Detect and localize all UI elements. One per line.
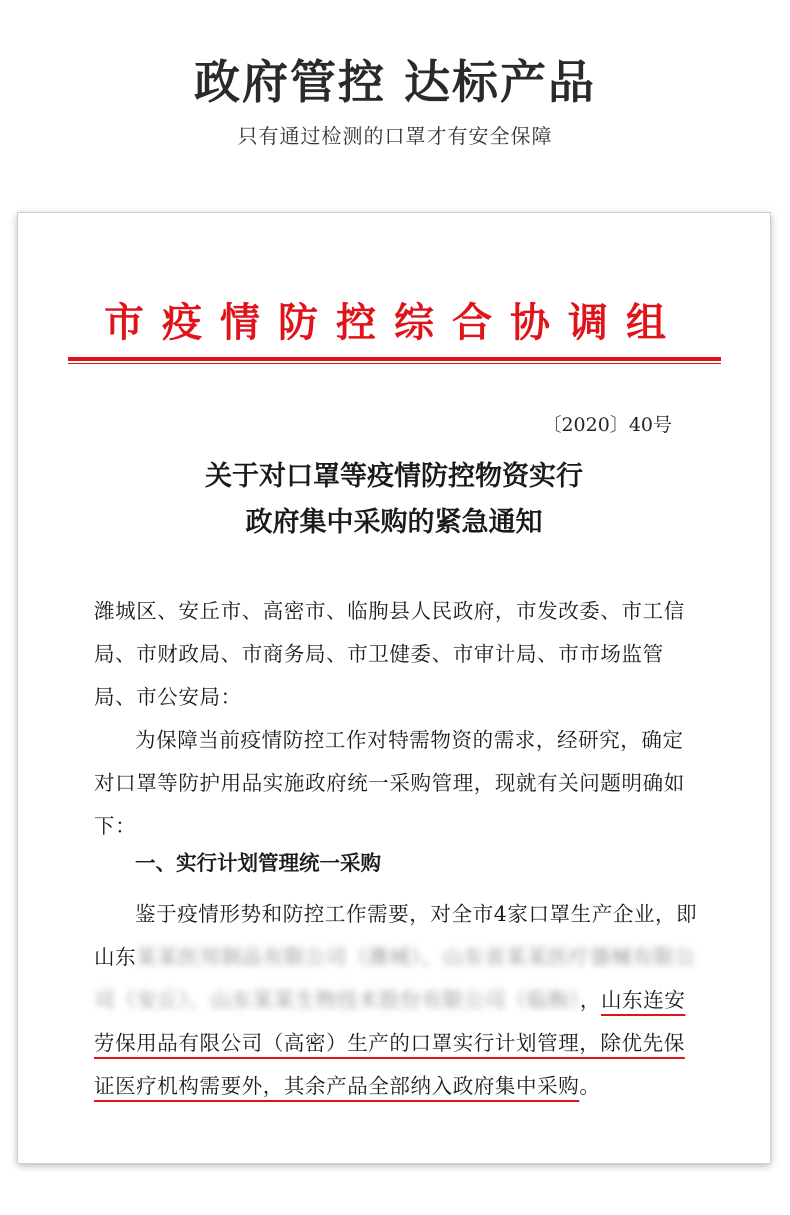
- red-divider-thin: [68, 363, 721, 364]
- document-body: [18, 213, 770, 1163]
- blurred-company-names: 某某医用制品有限公司（潍城）、山东省某某医疗器械有限公司（安丘）、山东某某生物技术股份有限公司（临朐）: [94, 945, 696, 1012]
- addressees-paragraph: 潍城区、安丘市、高密市、临朐县人民政府，市发改委、市工信局、市财政局、市商务局、市卫健委、市审计局、市市场监管局、市公安局：: [94, 599, 685, 709]
- page-title: 政府管控 达标产品: [193, 55, 596, 109]
- notice-title-line-1: 关于对口罩等疫情防控物资实行: [205, 461, 583, 492]
- section-1-separator: ，: [579, 988, 602, 1012]
- official-document: [18, 213, 770, 1163]
- page-header: [0, 0, 790, 200]
- issuing-organization: 市疫情防控综合协调组: [104, 299, 684, 346]
- highlighted-underlined-text: 山东连安劳保用品有限公司（高密）生产的口罩实行计划管理，除优先保证医疗机构需要外，其余产品全部纳入政府集中采购: [94, 988, 686, 1098]
- document-number: 〔2020〕40号: [542, 414, 672, 436]
- red-divider-thick: [68, 357, 721, 361]
- section-1-heading: 一、实行计划管理统一采购: [135, 851, 381, 875]
- section-1-paragraph: [94, 893, 698, 1108]
- page-subtitle: 只有通过检测的口罩才有安全保障: [237, 124, 553, 148]
- section-1-end: 。: [579, 1074, 601, 1098]
- notice-title-line-2: 政府集中采购的紧急通知: [245, 507, 543, 538]
- intro-paragraph: 为保障当前疫情防控工作对特需物资的需求，经研究，确定对口罩等防护用品实施政府统一采购管理，现就有关问题明确如下：: [94, 728, 685, 838]
- section-1-lead: 鉴于疫情形势和防控工作需要，对全市4家口罩生产企业，即山东: [94, 902, 698, 969]
